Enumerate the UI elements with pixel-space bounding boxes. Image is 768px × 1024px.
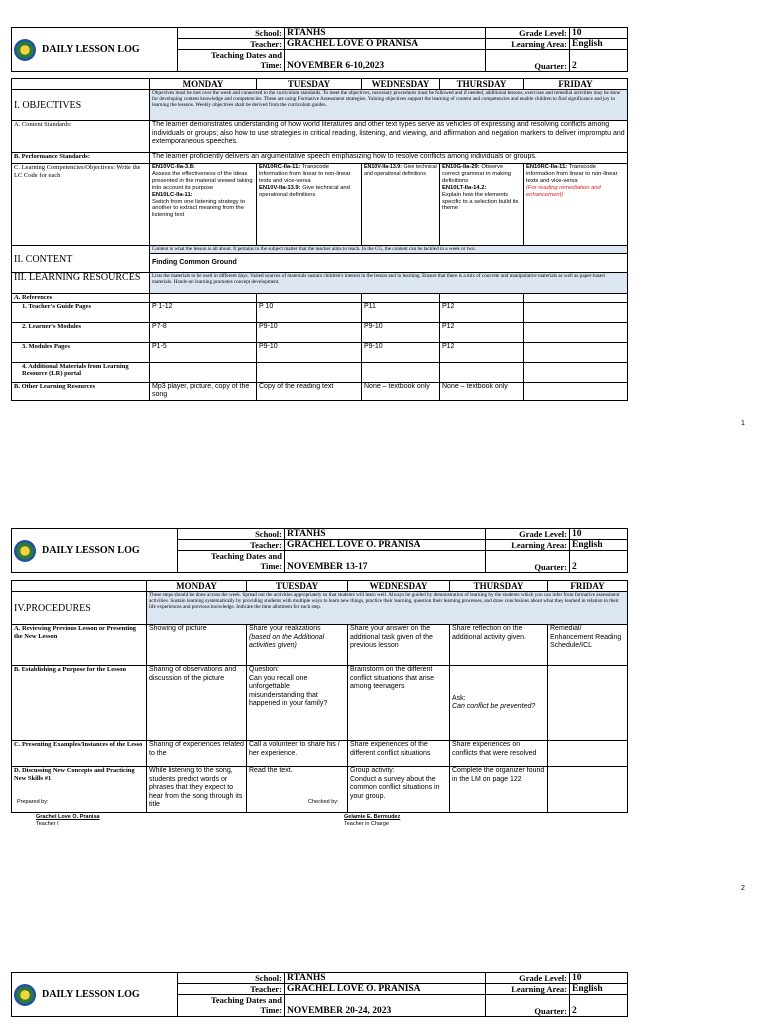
deped-seal-icon (14, 39, 36, 61)
day-friday: FRIDAY (524, 79, 628, 90)
cell (247, 625, 348, 666)
prepared-by-label: Prepared by: (17, 799, 49, 805)
grade-label: Grade Level: (486, 529, 570, 540)
page-number: 2 (741, 885, 745, 892)
cell-line: Conduct a survey about the common conflict situations in your group. (350, 775, 440, 800)
cell: P7-8 (150, 322, 257, 342)
dates-label-line2: Time: (260, 1005, 282, 1015)
cell: Remedial/ Enhancement Reading Schedule/ICL (548, 625, 628, 666)
cell: Complete the organizer found in the LM on page 122 (450, 767, 548, 813)
dates-value: NOVEMBER 20-24, 2023 (285, 995, 486, 1017)
cell: Share experiences of the different conflict situations (348, 741, 450, 767)
table-row (12, 625, 628, 666)
cell-line: Share your realizations (249, 625, 321, 632)
page-number: 1 (741, 420, 745, 427)
cell (247, 666, 348, 741)
teacher-value: GRACHEL LOVE O. PRANISA (285, 984, 486, 995)
objectives-title: I. OBJECTIVES (12, 90, 150, 121)
day-thursday: THURSDAY (440, 79, 524, 90)
day-friday: FRIDAY (548, 581, 628, 592)
dates-value: NOVEMBER 6-10,2023 (285, 50, 486, 72)
area-value: English (570, 984, 628, 995)
content-standards-label: A. Content Standards: (12, 121, 150, 153)
area-label: Learning Area: (486, 540, 570, 551)
dates-label (178, 50, 285, 72)
lc-text: Observe correct grammar in making definitions (442, 164, 511, 184)
content-topic: Finding Common Ground (150, 254, 628, 273)
day-tuesday: TUESDAY (247, 581, 348, 592)
cell: P 1-12 (150, 302, 257, 322)
cell: None – textbook only (440, 382, 524, 400)
school-value: RTANHS (285, 28, 486, 39)
table-row (12, 302, 628, 322)
dates-label-line1: Teaching Dates and (210, 50, 282, 60)
remediation-note: (For reading remediation and enhancement) (526, 184, 601, 198)
cell: Read the text. (247, 767, 348, 813)
school-label: School: (178, 529, 285, 540)
grade-label: Grade Level: (486, 28, 570, 39)
content-title: II. CONTENT (12, 246, 150, 273)
dates-label-line2: Time: (260, 60, 282, 70)
cell: P12 (440, 302, 524, 322)
lc-text: Transcode information from linear to non-linear texts and vice-versa (259, 164, 351, 184)
lc-code: EN10V-IIa-13.9: (259, 184, 301, 191)
quarter-value: 2 (570, 551, 628, 573)
cell: P11 (362, 302, 440, 322)
cell-line: (based on the Additional activities given) (249, 633, 325, 649)
lc-code: EN10RC-IIa-11: (526, 164, 568, 170)
logo-cell (12, 28, 178, 72)
quarter-label: Quarter: (486, 551, 570, 573)
cell: P9-10 (362, 322, 440, 342)
cell-line: Can conflict be prevented? (452, 703, 536, 710)
cell: Brainstorm on the different conflict situations that arise among teenagers (348, 666, 450, 741)
area-value: English (570, 39, 628, 50)
teacher-value: GRACHEL LOVE O. PRANISA (285, 540, 486, 551)
resource-label: 3. Modules Pages (12, 342, 150, 362)
cell: While listening to the song, students predict words or phrases that they expect to hear from the song through its title (147, 767, 247, 813)
table-row (12, 362, 628, 382)
lc-code: EN10VC-IIa-3.8: (152, 164, 195, 170)
lc-text: Give technical and operational definitions (364, 164, 437, 177)
area-label: Learning Area: (486, 39, 570, 50)
cell (348, 767, 450, 813)
teacher-label: Teacher: (178, 984, 285, 995)
lc-code: EN10LC-IIa-11: (152, 191, 193, 198)
school-value: RTANHS (285, 973, 486, 984)
prepared-by-name: Grachel Love O. Pranisa (36, 814, 100, 820)
area-label: Learning Area: (486, 984, 570, 995)
cell (450, 666, 548, 741)
cell: Sharing of experiences related to the (147, 741, 247, 767)
teacher-label: Teacher: (178, 540, 285, 551)
day-monday: MONDAY (150, 79, 257, 90)
dll-title: DAILY LESSON LOG (42, 988, 140, 1000)
grade-value: 10 (570, 529, 628, 540)
day-monday: MONDAY (147, 581, 247, 592)
cell: Showing of picture (147, 625, 247, 666)
performance-standards-label: B. Performance Standards: (12, 153, 150, 164)
logo-cell (12, 529, 178, 573)
procedures-table (11, 580, 628, 813)
teacher-label: Teacher: (178, 39, 285, 50)
table-row (12, 767, 628, 813)
procedure-c-label: C. Presenting Examples/Instances of the Lesso (12, 741, 147, 767)
area-value: English (570, 540, 628, 551)
table-row (12, 666, 628, 741)
cell-line: Group activity: (350, 767, 395, 774)
grade-value: 10 (570, 973, 628, 984)
checked-by-role: Teacher in Charge (344, 820, 389, 827)
lc-text: Explain how the elements specific to a selection build its theme (442, 191, 519, 212)
deped-seal-icon (14, 540, 36, 562)
procedures-note: These steps should be done across the week. Spread out the activities appropriately so that students will learn well. Always be guided by demonstration of learning by the students which you can infer from formative assessment activities. Sustain learning systematically by providing students with multiple ways to learn new things, practice their learning, question their learning processes, and draw conclusions about what they learned in relation to their life experiences and previous knowledge. Indicate the time allotment for each step. (147, 592, 628, 625)
competency-wednesday (362, 164, 440, 246)
cell: P1-5 (150, 342, 257, 362)
cell: Share your answer on the additional task given of the previous lesson (348, 625, 450, 666)
table-row (12, 342, 628, 362)
cell: P12 (440, 342, 524, 362)
cell-line: Ask: (452, 694, 466, 702)
checked-by-name: Gelamie E. Bermudez (344, 814, 401, 820)
performance-standards-text: The learner proficiently delivers an argumentative speech emphasizing how to resolve conflicts among individuals or groups. (150, 153, 628, 164)
dll-title: DAILY LESSON LOG (42, 544, 140, 556)
resources-note: Lists the materials to be used in different days. Varied sources of materials sustain children's interest in the lesson and in learning. Ensure that there is a mix of concrete and manipulative materials as well as paper-based materials. Hands-on learning promotes concept development. (150, 273, 628, 294)
competency-thursday (440, 164, 524, 246)
lc-code: EN10LT-IIa-14.2: (442, 184, 487, 191)
header-table-2 (11, 528, 628, 573)
header-table-1 (11, 27, 628, 72)
resources-title: III. LEARNING RESOURCES (12, 273, 150, 294)
competencies-label: C. Learning Competencies/Objectives: Write the LC Code for each (12, 164, 150, 246)
table-row (12, 382, 628, 400)
table-row (12, 741, 628, 767)
lc-text: Assess the effectiveness of the ideas presented in the material viewed taking into account its purpose (152, 170, 253, 191)
lc-text: Transcode information from linear to non-linear texts and vice-versa (526, 164, 618, 184)
dates-label-line1: Teaching Dates and (210, 551, 282, 561)
lc-code: EN10V-IIa-13.9: (364, 164, 402, 170)
school-value: RTANHS (285, 529, 486, 540)
references-label: A. References (12, 294, 150, 303)
resource-label: 1. Teacher's Guide Pages (12, 302, 150, 322)
content-standards-text: The learner demonstrates understanding of how world literatures and other text types serve as vehicles of expressing and resolving conflicts among individuals or groups; also how to use strategies in critical reading, listening, and viewing, and affirmation and negation markers to deliver impromptu and extemporaneous speeches. (150, 121, 628, 153)
day-tuesday: TUESDAY (257, 79, 362, 90)
cell: P9-10 (362, 342, 440, 362)
competency-monday (150, 164, 257, 246)
dll-title: DAILY LESSON LOG (42, 43, 140, 55)
cell: P9-10 (257, 342, 362, 362)
quarter-label: Quarter: (486, 995, 570, 1017)
lc-text: Give technical and operational definitions (259, 184, 350, 198)
cell (257, 362, 362, 382)
dates-label-line2: Time: (260, 561, 282, 571)
checked-by-block (344, 814, 400, 827)
cell: None – textbook only (362, 382, 440, 400)
cell: Mp3 player, picture, copy of the song (150, 382, 257, 400)
dates-label-line1: Teaching Dates and (210, 995, 282, 1005)
other-resources-label: B. Other Learning Resources (12, 382, 150, 400)
dates-label (178, 551, 285, 573)
quarter-label: Quarter: (486, 50, 570, 72)
cell-line: Question: (249, 666, 279, 673)
teacher-value: GRACHEL LOVE O PRANISA (285, 39, 486, 50)
lc-code: EN10G-IIa-29: (442, 164, 480, 170)
cell (440, 362, 524, 382)
logo-cell (12, 973, 178, 1017)
content-note: Content is what the lesson is all about. It pertains to the subject matter that the teacher aims to teach. In the CG, the content can be tackled in a week or two. (150, 246, 628, 254)
school-label: School: (178, 973, 285, 984)
prepared-by-block (36, 814, 100, 827)
day-wednesday: WEDNESDAY (362, 79, 440, 90)
competency-friday (524, 164, 628, 246)
dates-label (178, 995, 285, 1017)
cell: P12 (440, 322, 524, 342)
cell: Share reflection on the additional activity given. (450, 625, 548, 666)
cell: Copy of the reading text (257, 382, 362, 400)
cell: Share experiences on conflicts that were resolved (450, 741, 548, 767)
competency-tuesday (257, 164, 362, 246)
cell: P9-10 (257, 322, 362, 342)
lc-code: EN10RC-IIa-11: (259, 164, 301, 170)
grade-label: Grade Level: (486, 973, 570, 984)
objectives-note: Objectives must be met over the week and connected to the curriculum standards. To meet the objectives, necessary procedures must be followed and if needed, additional lessons, exercises and remedial activities may be done for developing content knowledge and competencies. These are using Formative Assessment strategies. Valuing objectives support the learning of content and competencies and enable children to find significance and joy in learning the lessons. Weekly objectives shall be derived from the curriculum guides. (150, 90, 628, 121)
cell (150, 362, 257, 382)
cell: P 10 (257, 302, 362, 322)
header-table-3 (11, 972, 628, 1017)
procedure-a-label: A. Reviewing Previous Lesson or Presenting the New Lesson (12, 625, 147, 666)
dates-value: NOVEMBER 13-17 (285, 551, 486, 573)
objectives-table (11, 78, 628, 401)
resource-label: 4. Additional Materials from Learning Resource (LR) portal (12, 362, 150, 382)
table-row (12, 322, 628, 342)
grade-value: 10 (570, 28, 628, 39)
checked-by-label: Checked by: (308, 799, 339, 805)
cell-line: Can you recall one unforgettable misunderstanding that happened in your family? (249, 674, 328, 707)
quarter-value: 2 (570, 50, 628, 72)
prepared-by-role: Teacher I (36, 820, 59, 827)
resource-label: 2. Learner's Modules (12, 322, 150, 342)
school-label: School: (178, 28, 285, 39)
day-wednesday: WEDNESDAY (348, 581, 450, 592)
procedure-d-label: D. Discussing New Concepts and Practicing New Skills #1 (12, 767, 147, 813)
cell: Call a volunteer to share his / her experience. (247, 741, 348, 767)
cell: Sharing of observations and discussion of the picture (147, 666, 247, 741)
deped-seal-icon (14, 984, 36, 1006)
procedure-b-label: B. Establishing a Purpose for the Lesson (12, 666, 147, 741)
blank-corner (12, 79, 150, 90)
quarter-value: 2 (570, 995, 628, 1017)
procedures-title: IV.PROCEDURES (12, 592, 147, 625)
day-thursday: THURSDAY (450, 581, 548, 592)
blank-corner (12, 581, 147, 592)
lc-text: Switch from one listening strategy to another to extract meaning from the listening text (152, 198, 246, 219)
cell (362, 362, 440, 382)
